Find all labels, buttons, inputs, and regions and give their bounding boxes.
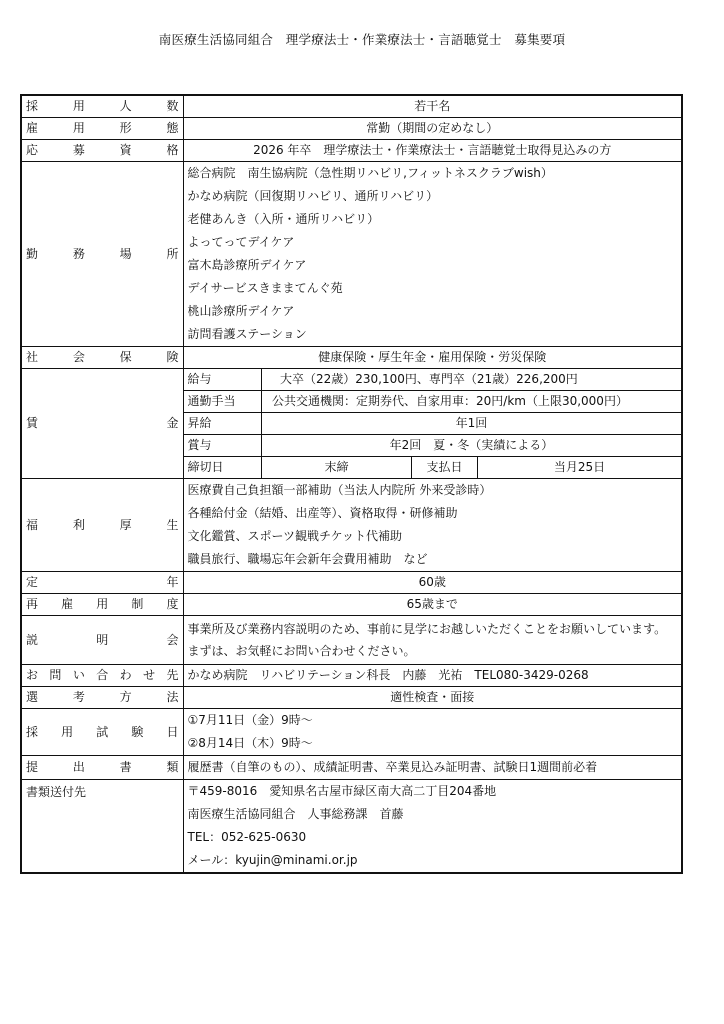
wage-pay-value: 当月25日 [478, 456, 682, 478]
row-exam-dates [21, 708, 682, 755]
workplace-item: 老健あんき（入所・通所リハビリ） [187, 211, 380, 226]
wage-closing-value: 末締 [262, 456, 412, 478]
row-retirement [21, 571, 682, 593]
row-send-to [21, 779, 682, 873]
value-contact: かなめ病院 リハビリテーション科長 内藤 光祐 TEL080-3429-0268 [183, 664, 682, 686]
send-to-item: 〒459-8016 愛知県名古屋市緑区南大高二丁目204番地 [187, 783, 497, 798]
row-employment-type [21, 117, 682, 139]
label-welfare: 福利厚生 [21, 478, 183, 571]
send-to-item: 南医療生活協同組合 人事総務課 首藤 [187, 806, 404, 821]
wage-raise-value: 年1回 [262, 412, 682, 434]
wage-salary-value: 大卒（22歳）230,100円、専門卒（21歳）226,200円 [262, 369, 682, 391]
value-exam-dates [183, 708, 682, 755]
row-welfare [21, 478, 682, 571]
value-briefing [183, 615, 682, 664]
row-reemployment [21, 593, 682, 615]
value-qualification: 2026 年卒 理学療法士・作業療法士・言語聴覚士取得見込みの方 [183, 139, 682, 161]
row-recruit-count [21, 95, 682, 117]
workplace-item: かなめ病院（回復期リハビリ、通所リハビリ） [187, 188, 439, 203]
value-welfare [183, 478, 682, 571]
row-selection [21, 686, 682, 708]
welfare-item: 文化鑑賞、スポーツ観戦チケット代補助 [187, 528, 402, 543]
wage-raise-label: 昇給 [184, 412, 262, 434]
wage-commute-label: 通勤手当 [184, 390, 262, 412]
value-retirement: 60歳 [183, 571, 682, 593]
value-send-to [183, 779, 682, 873]
row-documents [21, 755, 682, 779]
welfare-item: 医療費自己負担額一部補助（当法人内院所 外来受診時） [187, 482, 492, 497]
row-contact [21, 664, 682, 686]
send-to-item: メール：kyujin@minami.or.jp [187, 852, 358, 867]
value-employment-type: 常勤（期間の定めなし） [183, 117, 682, 139]
wage-bonus-label: 賞与 [184, 434, 262, 456]
welfare-item: 各種給付金（結婚、出産等）、資格取得・研修補助 [187, 505, 458, 520]
label-briefing: 説明会 [21, 615, 183, 664]
label-workplace: 勤務場所 [21, 161, 183, 346]
label-insurance: 社会保険 [21, 346, 183, 368]
value-recruit-count: 若干名 [183, 95, 682, 117]
wage-pay-label: 支払日 [412, 456, 478, 478]
recruitment-table [20, 94, 683, 874]
workplace-item: よってってデイケア [187, 234, 295, 249]
wage-salary-label: 給与 [184, 369, 262, 391]
wage-bonus-value: 年2回 夏・冬（実績による） [262, 434, 682, 456]
wage-table [184, 369, 682, 478]
label-wage: 賃金 [21, 368, 183, 478]
briefing-text: 事業所及び業務内容説明のため、事前に見学にお越しいただくことをお願いしています。まずは、お気軽にお問い合わせください。 [187, 621, 667, 658]
label-retirement: 定年 [21, 571, 183, 593]
label-documents: 提出書類 [21, 755, 183, 779]
label-exam-dates: 採用試験日 [21, 708, 183, 755]
value-insurance: 健康保険・厚生年金・雇用保険・労災保険 [183, 346, 682, 368]
value-documents: 履歴書（自筆のもの）、成績証明書、卒業見込み証明書、試験日1週間前必着 [183, 755, 682, 779]
wage-closing-label: 締切日 [184, 456, 262, 478]
wage-commute-value: 公共交通機関：定期券代、自家用車：20円/km（上限30,000円） [262, 390, 682, 412]
workplace-item: 富木島診療所デイケア [187, 257, 307, 272]
send-to-item: TEL：052-625-0630 [187, 829, 307, 844]
row-insurance [21, 346, 682, 368]
workplace-item: 訪問看護ステーション [187, 326, 307, 341]
row-wage [21, 368, 682, 478]
value-selection: 適性検査・面接 [183, 686, 682, 708]
label-reemployment: 再雇用制度 [21, 593, 183, 615]
value-reemployment: 65歳まで [183, 593, 682, 615]
row-briefing [21, 615, 682, 664]
row-qualification [21, 139, 682, 161]
exam-date-item: ②8月14日（木）9時〜 [187, 735, 313, 750]
label-contact: お問い合わせ先 [21, 664, 183, 686]
label-qualification: 応募資格 [21, 139, 183, 161]
page-title: 南医療生活協同組合 理学療法士・作業療法士・言語聴覚士 募集要項 [158, 32, 566, 47]
label-recruit-count: 採用人数 [21, 95, 183, 117]
value-workplace [183, 161, 682, 346]
welfare-item: 職員旅行、職場忘年会新年会費用補助 など [187, 551, 428, 566]
exam-date-item: ①7月11日（金）9時〜 [187, 712, 313, 727]
label-selection: 選考方法 [21, 686, 183, 708]
workplace-item: 総合病院 南生協病院（急性期リハビリ,フィットネスクラブwish） [187, 165, 553, 180]
value-wage [183, 368, 682, 478]
row-workplace [21, 161, 682, 346]
workplace-item: デイサービスきままてんぐ苑 [187, 280, 343, 295]
label-employment-type: 雇用形態 [21, 117, 183, 139]
workplace-item: 桃山診療所デイケア [187, 303, 295, 318]
label-send-to: 書類送付先 [21, 779, 183, 873]
